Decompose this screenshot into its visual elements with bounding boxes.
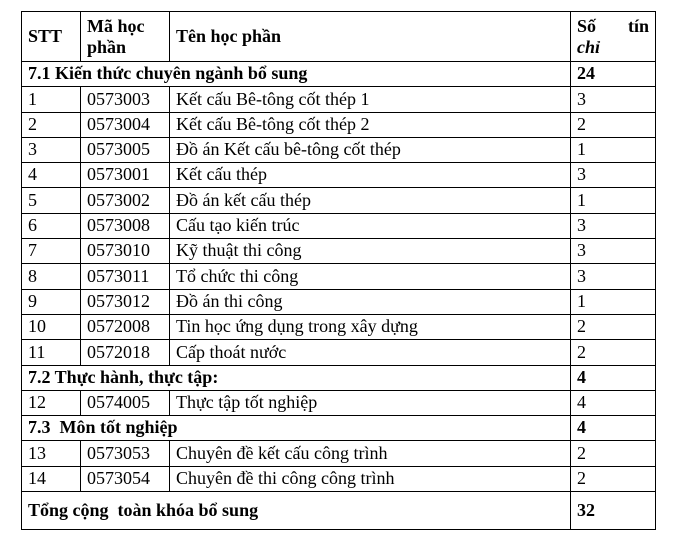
cell-credits: 2 <box>571 340 656 365</box>
table-row <box>22 213 656 238</box>
section-credits: 4 <box>571 365 656 390</box>
cell-stt: 3 <box>22 137 81 162</box>
cell-stt: 10 <box>22 314 81 339</box>
cell-stt: 2 <box>22 112 81 137</box>
cell-credits: 4 <box>571 390 656 415</box>
section-title: 7.2 Thực hành, thực tập: <box>22 365 571 390</box>
cell-course-code: 0573004 <box>81 112 170 137</box>
table-header-row <box>22 12 656 62</box>
table-row <box>22 188 656 213</box>
section-credits: 24 <box>571 62 656 87</box>
cell-course-name: Đồ án kết cấu thép <box>170 188 571 213</box>
header-course-code <box>81 12 170 62</box>
table-row <box>22 466 656 491</box>
total-row <box>22 492 656 530</box>
cell-course-code: 0573008 <box>81 213 170 238</box>
cell-credits: 1 <box>571 289 656 314</box>
cell-course-name: Chuyên đề thi công công trình <box>170 466 571 491</box>
header-course-code-line1: Mã học <box>87 16 145 37</box>
cell-course-name: Đồ án Kết cấu bê-tông cốt thép <box>170 137 571 162</box>
header-stt: STT <box>22 12 81 62</box>
section-credits: 4 <box>571 416 656 441</box>
curriculum-table <box>21 11 656 530</box>
cell-credits: 3 <box>571 264 656 289</box>
header-credits-word2: tín <box>627 15 649 36</box>
cell-stt: 13 <box>22 441 81 466</box>
cell-credits: 2 <box>571 466 656 491</box>
cell-course-name: Thực tập tốt nghiệp <box>170 390 571 415</box>
cell-course-name: Kết cấu thép <box>170 163 571 188</box>
cell-course-name: Tổ chức thi công <box>170 264 571 289</box>
table-row <box>22 289 656 314</box>
table-row <box>22 239 656 264</box>
cell-stt: 9 <box>22 289 81 314</box>
table-row <box>22 87 656 112</box>
table-row <box>22 137 656 162</box>
cell-course-code: 0573011 <box>81 264 170 289</box>
cell-course-code: 0573053 <box>81 441 170 466</box>
cell-stt: 6 <box>22 213 81 238</box>
table-row <box>22 264 656 289</box>
cell-course-code: 0573003 <box>81 87 170 112</box>
cell-course-name: Đồ án thi công <box>170 289 571 314</box>
header-credits-word3: chỉ <box>577 36 601 57</box>
cell-stt: 4 <box>22 163 81 188</box>
cell-course-name: Kết cấu Bê-tông cốt thép 2 <box>170 112 571 137</box>
section-title: 7.1 Kiến thức chuyên ngành bổ sung <box>22 62 571 87</box>
section-row-7-1 <box>22 62 656 87</box>
cell-course-code: 0573010 <box>81 239 170 264</box>
total-label: Tổng cộng toàn khóa bổ sung <box>22 492 571 530</box>
cell-credits: 3 <box>571 213 656 238</box>
cell-course-code: 0573005 <box>81 137 170 162</box>
cell-course-name: Kết cấu Bê-tông cốt thép 1 <box>170 87 571 112</box>
section-row-7-3 <box>22 416 656 441</box>
cell-course-name: Tin học ứng dụng trong xây dựng <box>170 314 571 339</box>
table-row <box>22 163 656 188</box>
cell-stt: 1 <box>22 87 81 112</box>
section-title: 7.3 Môn tốt nghiệp <box>22 416 571 441</box>
header-course-name: Tên học phần <box>170 12 571 62</box>
cell-course-code: 0573002 <box>81 188 170 213</box>
cell-course-code: 0572018 <box>81 340 170 365</box>
cell-course-code: 0573001 <box>81 163 170 188</box>
table-row <box>22 340 656 365</box>
header-credits <box>571 12 656 62</box>
cell-stt: 11 <box>22 340 81 365</box>
cell-course-code: 0573012 <box>81 289 170 314</box>
cell-credits: 3 <box>571 163 656 188</box>
cell-course-name: Kỹ thuật thi công <box>170 239 571 264</box>
total-credits: 32 <box>571 492 656 530</box>
cell-course-code: 0574005 <box>81 390 170 415</box>
cell-stt: 8 <box>22 264 81 289</box>
cell-course-name: Chuyên đề kết cấu công trình <box>170 441 571 466</box>
table-row <box>22 314 656 339</box>
section-row-7-2 <box>22 365 656 390</box>
cell-stt: 5 <box>22 188 81 213</box>
table-row <box>22 112 656 137</box>
header-credits-word1: Số <box>577 15 597 36</box>
cell-credits: 3 <box>571 239 656 264</box>
cell-stt: 7 <box>22 239 81 264</box>
cell-course-name: Cấp thoát nước <box>170 340 571 365</box>
cell-credits: 1 <box>571 137 656 162</box>
cell-credits: 2 <box>571 441 656 466</box>
cell-course-code: 0572008 <box>81 314 170 339</box>
cell-credits: 2 <box>571 314 656 339</box>
table-row <box>22 390 656 415</box>
cell-stt: 12 <box>22 390 81 415</box>
cell-credits: 1 <box>571 188 656 213</box>
header-course-code-line2: phần <box>87 37 127 57</box>
cell-course-code: 0573054 <box>81 466 170 491</box>
cell-credits: 2 <box>571 112 656 137</box>
table-row <box>22 441 656 466</box>
cell-credits: 3 <box>571 87 656 112</box>
cell-course-name: Cấu tạo kiến trúc <box>170 213 571 238</box>
cell-stt: 14 <box>22 466 81 491</box>
